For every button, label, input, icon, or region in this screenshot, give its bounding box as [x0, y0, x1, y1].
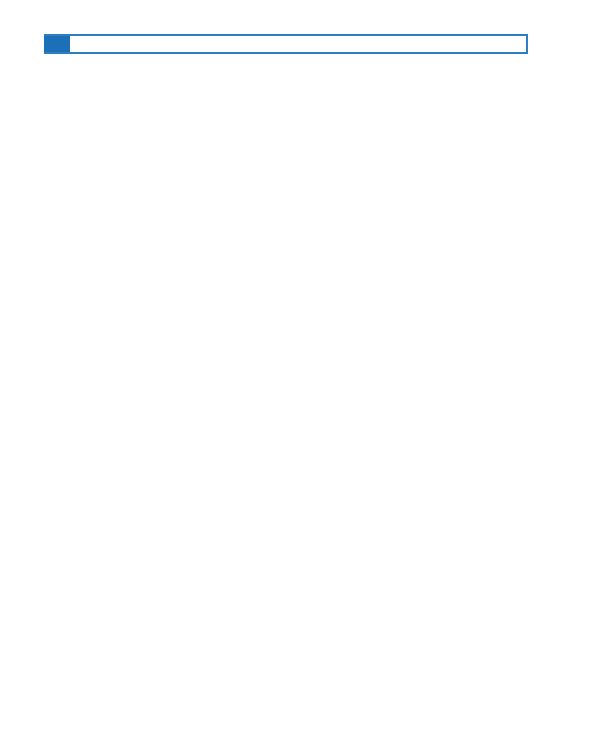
running-header	[44, 34, 528, 54]
running-title	[70, 36, 76, 52]
page-number	[44, 36, 70, 52]
